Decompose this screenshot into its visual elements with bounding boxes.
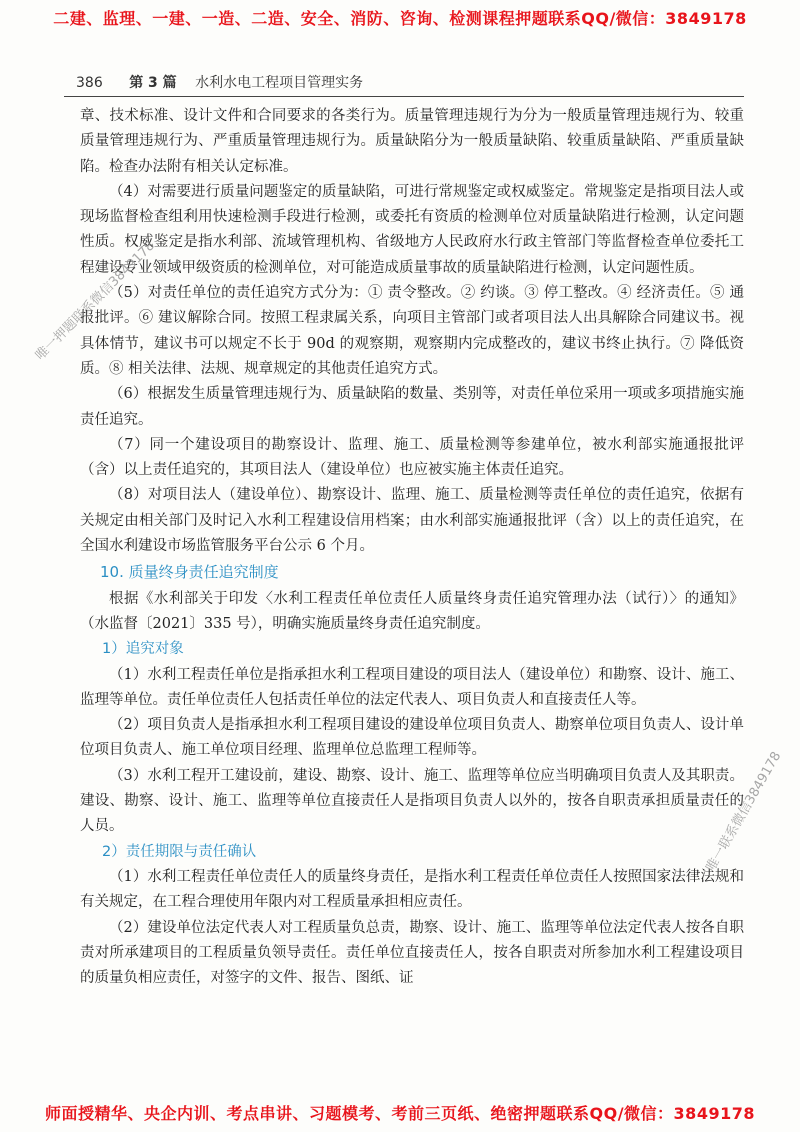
page-body xyxy=(80,104,744,991)
paragraph: （6）根据发生质量管理违规行为、质量缺陷的数量、类别等，对责任单位采用一项或多项措施实施责任追究。 xyxy=(80,386,744,428)
page-number: 386 xyxy=(76,75,103,91)
running-header xyxy=(76,72,363,92)
paragraph: （2）项目负责人是指承担水利工程项目建设的建设单位项目负责人、勘察单位项目负责人、设计单位项目负责人、施工单位项目经理、监理单位总监理工程师等。 xyxy=(80,717,744,759)
top-banner: 二建、监理、一建、一造、二造、安全、消防、咨询、检测课程押题联系QQ/微信：3849178 xyxy=(53,9,747,28)
section-heading: 10. 质量终身责任追究制度 xyxy=(100,563,279,582)
subsection-heading: 1）追究对象 xyxy=(102,641,184,658)
subsection-heading: 2）责任期限与责任确认 xyxy=(102,843,257,860)
paragraph: （1）水利工程责任单位责任人的质量终身责任，是指水利工程责任单位责任人按照国家法律法规和有关规定，在工程合理使用年限内对工程质量承担相应责任。 xyxy=(80,868,744,911)
paragraph: （5）对责任单位的责任追究方式分为：① 责令整改。② 约谈。③ 停工整改。④ 经济责任。⑤ 通报批评。⑥ 建议解除合同。按照工程隶属关系，向项目主管部门或者项目法人出具解除合同建议书。视具体情节，建议书可以规定不长于 90d 的观察期，观察期内完成整改的，建议书终止执行。⑦ 降低资质。⑧ 相关法律、法规、规章规定的其他责任追究方式。 xyxy=(80,285,744,377)
paragraph: （3）水利工程开工建设前，建设、勘察、设计、施工、监理等单位应当明确项目负责人及其职责。建设、勘察、设计、施工、监理等单位直接责任人是指项目负责人以外的，按各自职责承担质量责任的人员。 xyxy=(80,767,744,835)
paragraph: 根据《水利部关于印发〈水利工程责任单位责任人质量终身责任追究管理办法（试行）〉的通知》（水监督〔2021〕335 号），明确实施质量终身责任追究制度。 xyxy=(80,590,744,632)
paragraph: （8）对项目法人（建设单位）、勘察设计、监理、施工、质量检测等责任单位的责任追究，依据有关规定由相关部门及时记入水利工程建设信用档案；由水利部实施通报批评（含）以上的责任追究，在全国水利建设市场监管服务平台公示 6 个月。 xyxy=(80,487,744,555)
paragraph: （1）水利工程责任单位是指承担水利工程项目建设的项目法人（建设单位）和勘察、设计、施工、监理等单位。责任单位责任人包括责任单位的法定代表人、项目负责人和直接责任人等。 xyxy=(80,666,744,708)
paragraph: （4）对需要进行质量问题鉴定的质量缺陷，可进行常规鉴定或权威鉴定。常规鉴定是指项目法人或现场监督检查组利用快速检测手段进行检测，或委托有资质的检测单位对质量缺陷进行检测，认定问题性质。权威鉴定是指水利部、流域管理机构、省级地方人民政府水行政主管部门等监督检查单位委托工程建设专业领域甲级资质的检测单位，对可能造成质量事故的质量缺陷进行检测，认定问题性质。 xyxy=(80,183,744,276)
paragraph: （2）建设单位法定代表人对工程质量负总责，勘察、设计、施工、监理等单位法定代表人按各自职责对所承建项目的工程质量负领导责任。责任单位直接责任人，按各自职责对所参加水利工程建设项目的质量负相应责任，对签字的文件、报告、图纸、证 xyxy=(80,919,744,987)
part-label: 第 3 篇 xyxy=(129,75,177,91)
header-rule xyxy=(64,96,744,97)
bottom-banner: 师面授精华、央企内训、考点串讲、习题模考、考前三页纸、绝密押题联系QQ/微信：3849178 xyxy=(45,1104,755,1123)
watermark-right: 唯一联系微信3849178 xyxy=(703,749,785,875)
watermark-left: 唯一押题联系微信3849178 xyxy=(32,238,158,364)
paragraph: 章、技术标准、设计文件和合同要求的各类行为。质量管理违规行为分为一般质量管理违规行为、较重质量管理违规行为、严重质量管理违规行为。质量缺陷分为一般质量缺陷、较重质量缺陷、严重质量缺陷。检查办法附有相关认定标准。 xyxy=(80,108,744,175)
book-title: 水利水电工程项目管理实务 xyxy=(195,75,364,91)
paragraph: （7）同一个建设项目的勘察设计、监理、施工、质量检测等参建单位，被水利部实施通报批评（含）以上责任追究的，其项目法人（建设单位）也应被实施主体责任追究。 xyxy=(80,436,744,479)
